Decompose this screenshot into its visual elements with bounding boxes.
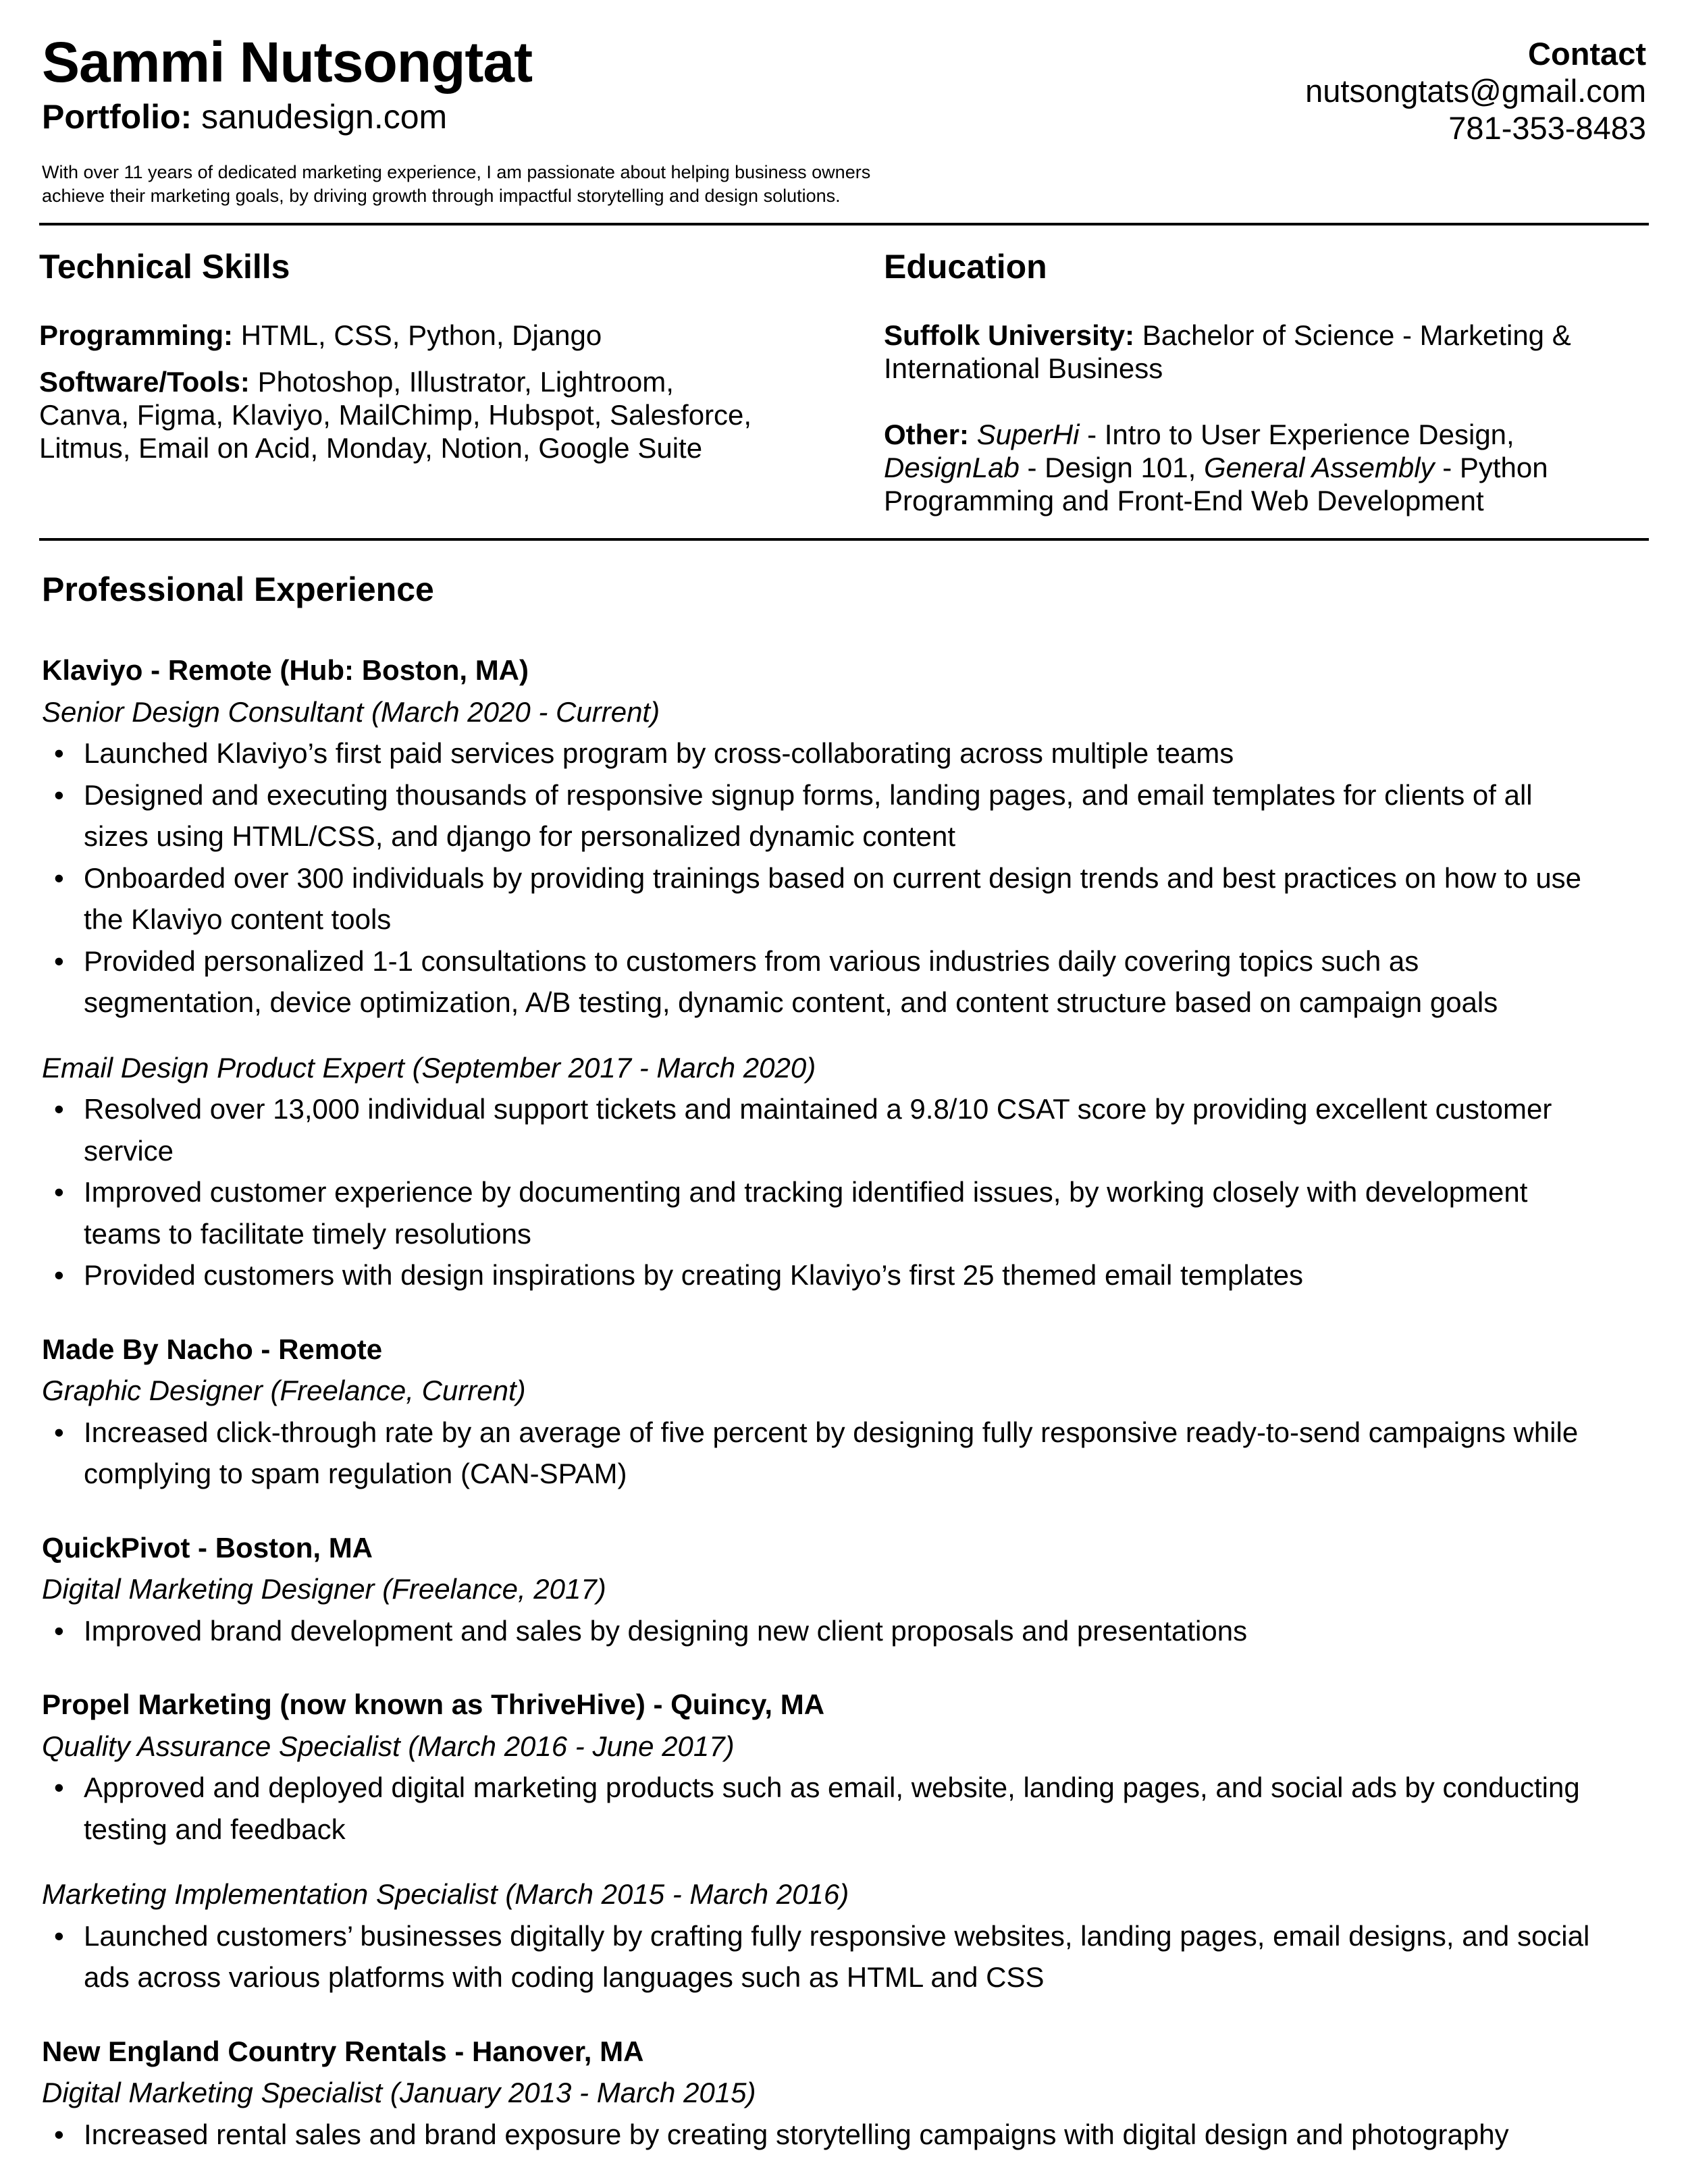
programming-label: Programming: (39, 319, 234, 351)
programming-value: HTML, CSS, Python, Django (240, 319, 602, 351)
experience-title: Professional Experience (42, 570, 434, 608)
bullet-list (42, 2114, 1656, 2156)
other-label: Other: (884, 419, 969, 450)
company-name: Klaviyo - Remote (Hub: Boston, MA) (42, 654, 529, 686)
skills-programming (39, 319, 849, 352)
bullet-list (42, 1088, 1656, 1296)
education-school (884, 319, 1654, 385)
school-degree: Bachelor of Science - Marketing & (1142, 319, 1571, 351)
company-name: Propel Marketing (now known as ThriveHive) - Quincy, MA (42, 1688, 825, 1720)
education-title: Education (884, 248, 1047, 286)
bullet-item: • Resolved over 13,000 individual support tickets and maintained a 9.8/10 CSAT score by providing excellent customer service (42, 1088, 1656, 1171)
bullet-item: • Provided customers with design inspirations by creating Klaviyo’s first 25 themed email templates (42, 1254, 1656, 1296)
bullet-list (42, 1610, 1656, 1652)
course-provider: General Assembly (1203, 452, 1435, 483)
software-value: Photoshop, Illustrator, Lightroom, (257, 366, 674, 398)
bullet-item: • Approved and deployed digital marketing products such as email, website, landing pages, and social ads by conducting testing and feedback (42, 1767, 1656, 1850)
role-title: Marketing Implementation Specialist (March 2015 - March 2016) (42, 1878, 849, 1910)
course-name: - Python (1442, 452, 1548, 483)
portfolio-link[interactable]: sanudesign.com (201, 98, 448, 136)
summary-line: achieve their marketing goals, by driving growth through impactful storytelling and design solutions. (42, 186, 841, 206)
bullet-item: • Provided personalized 1-1 consultations to customers from various industries daily covering topics such as segmentation, device optimization, A/B testing, dynamic content, and content structure based on campaign goals (42, 940, 1656, 1023)
contact-block (1305, 35, 1646, 147)
summary (42, 161, 1041, 208)
portfolio-label: Portfolio: (42, 98, 192, 136)
school-label: Suffolk University: (884, 319, 1135, 351)
resume-name: Sammi Nutsongtat (42, 30, 533, 94)
course-provider: SuperHi (976, 419, 1080, 450)
role-title: Quality Assurance Specialist (March 2016 - June 2017) (42, 1730, 735, 1762)
company-name: Made By Nacho - Remote (42, 1333, 383, 1365)
course-provider: DesignLab (884, 452, 1020, 483)
portfolio-line (42, 99, 447, 136)
role-title: Senior Design Consultant (March 2020 - Current) (42, 695, 660, 728)
bullet-list (42, 1767, 1656, 1850)
role-title: Email Design Product Expert (September 2017 - March 2020) (42, 1051, 816, 1084)
school-degree: International Business (884, 352, 1163, 384)
bullet-item: • Improved brand development and sales by designing new client proposals and presentations (42, 1610, 1656, 1652)
company-name: New England Country Rentals - Hanover, MA (42, 2035, 644, 2067)
bullet-item: • Launched customers’ businesses digitally by crafting fully responsive websites, landing pages, email designs, and social ads across various platforms with coding languages such as HTML and CSS (42, 1915, 1656, 1998)
bullet-item: • Increased click-through rate by an average of five percent by designing fully responsive ready-to-send campaigns while complying to spam regulation (CAN-SPAM) (42, 1412, 1656, 1495)
skills-software (39, 365, 849, 464)
divider (39, 223, 1649, 225)
bullet-list (42, 733, 1656, 1023)
bullet-item: • Increased rental sales and brand exposure by creating storytelling campaigns with digital design and photography (42, 2114, 1656, 2156)
bullet-item: • Improved customer experience by documenting and tracking identified issues, by working closely with development teams to facilitate timely resolutions (42, 1171, 1656, 1254)
role-title: Digital Marketing Specialist (January 2013 - March 2015) (42, 2077, 756, 2108)
role-title: Graphic Designer (Freelance, Current) (42, 1375, 526, 1406)
bullet-list (42, 1915, 1656, 1998)
bullet-item: • Onboarded over 300 individuals by providing trainings based on current design trends and best practices on how to use the Klaviyo content tools (42, 857, 1656, 940)
software-label: Software/Tools: (39, 366, 250, 398)
experience-list (42, 649, 1656, 2155)
education-other (884, 418, 1654, 517)
bullet-item: • Designed and executing thousands of responsive signup forms, landing pages, and email templates for clients of all sizes using HTML/CSS, and django for personalized dynamic content (42, 774, 1656, 857)
contact-phone[interactable]: 781-353-8483 (1448, 110, 1646, 146)
skills-title: Technical Skills (39, 248, 290, 286)
summary-line: With over 11 years of dedicated marketing experience, I am passionate about helping business owners (42, 162, 871, 182)
bullet-item: • Launched Klaviyo’s first paid services program by cross-collaborating across multiple teams (42, 733, 1656, 774)
role-title: Digital Marketing Designer (Freelance, 2017) (42, 1573, 606, 1605)
course-name: Programming and Front-End Web Development (884, 485, 1484, 516)
contact-email[interactable]: nutsongtats@gmail.com (1305, 73, 1646, 109)
software-value: Litmus, Email on Acid, Monday, Notion, Google Suite (39, 432, 703, 464)
software-value: Canva, Figma, Klaviyo, MailChimp, Hubspot, Salesforce, (39, 399, 752, 431)
course-name: - Design 101, (1027, 452, 1196, 483)
company-name: QuickPivot - Boston, MA (42, 1531, 373, 1564)
bullet-list (42, 1412, 1656, 1495)
divider (39, 538, 1649, 541)
course-name: - Intro to User Experience Design, (1087, 419, 1514, 450)
contact-title: Contact (1528, 36, 1646, 72)
